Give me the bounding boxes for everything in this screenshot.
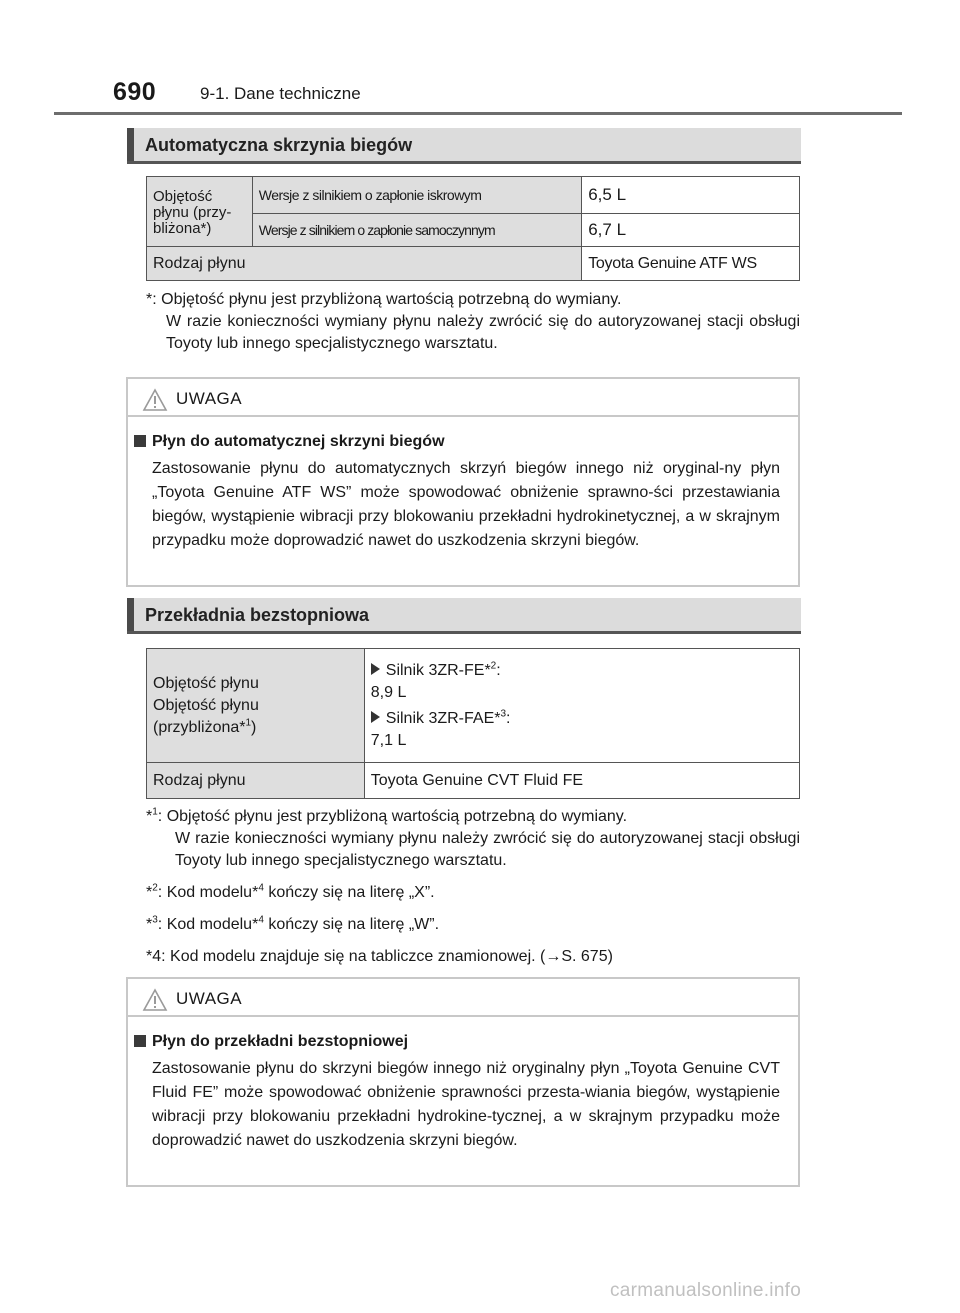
footnote-line: *4: Kod modelu znajduje się na tabliczce znamionowej. (→S. 675) xyxy=(146,948,613,965)
capacity-label-text: Objętość płynu (przybliżona* xyxy=(153,696,259,736)
engine-colon: : xyxy=(506,709,511,727)
capacity-label: Objętość płynu (przy-bliżona*) xyxy=(147,177,253,247)
footnote-automatic xyxy=(146,289,800,355)
engine-value: 7,1 L xyxy=(370,731,407,749)
warning-subtitle-text: Płyn do automatycznej skrzyni biegów xyxy=(152,433,445,450)
footnote-line: *: Objętość płynu jest przybliżoną wartością potrzebną do wymiany. xyxy=(146,291,622,308)
warning-header xyxy=(128,979,798,1017)
footnote-mark: 1 xyxy=(152,806,158,818)
footnote-star: * xyxy=(146,916,153,933)
section-title: Przekładnia bezstopniowa xyxy=(145,605,370,625)
footnote-mark: 1 xyxy=(245,717,252,729)
footnote-mark: 4 xyxy=(258,882,264,894)
footnote-text: kończy się na literę „W”. xyxy=(263,916,440,933)
section-title: Automatyczna skrzynia biegów xyxy=(145,135,413,155)
footnote-star: * xyxy=(146,808,153,825)
engine-row xyxy=(371,660,793,682)
capacity-label-close: ) xyxy=(251,718,257,736)
variant-label: Wersje z silnikiem o zapłonie samoczynnym xyxy=(252,214,581,247)
table-row xyxy=(147,649,800,763)
automatic-spec-table xyxy=(146,176,800,281)
section-heading-automatic xyxy=(127,128,801,164)
footnote-text: : Objętość płynu jest przybliżoną wartością potrzebną do wymiany. xyxy=(157,808,628,825)
triangle-bullet-icon xyxy=(371,663,380,675)
warning-body xyxy=(128,417,798,565)
fluid-type-label: Rodzaj płynu xyxy=(147,763,365,799)
warning-title: UWAGA xyxy=(176,989,243,1008)
footnote-line xyxy=(146,882,800,904)
table-row xyxy=(147,177,800,214)
footnote-text: : Kod modelu* xyxy=(157,916,259,933)
triangle-bullet-icon xyxy=(371,711,380,723)
section-heading-cvt xyxy=(127,598,801,634)
footnote-line xyxy=(146,914,800,936)
engine-colon: : xyxy=(496,661,501,679)
section-label: 9-1. Dane techniczne xyxy=(200,84,361,103)
warning-text: Zastosowanie płynu do skrzyni biegów innego niż oryginalny płyn „Toyota Genuine CVT Fluid FE” może spowodować obniżenie sprawności przesta-wiania biegów, wystąpienie wibracji przy blokowaniu przekładni hydrokine-tycznej, a w skrajnym przypadku może doprowadzić nawet do uszkodzenia skrzyni biegów. xyxy=(152,1060,780,1149)
footnotes-cvt xyxy=(146,806,800,968)
warning-triangle-icon xyxy=(142,388,168,412)
warning-body xyxy=(128,1017,798,1165)
footnote-mark: 4 xyxy=(258,914,264,926)
footnote-continuation: W razie konieczności wymiany płynu należy zwrócić się do autoryzowanej stacji obsługi Toyoty lub innego specjalistycznego warsztatu. xyxy=(175,830,800,869)
header-rule xyxy=(54,112,902,115)
capacity-values xyxy=(364,649,799,763)
engine-row xyxy=(371,708,793,730)
engine-name: Silnik 3ZR-FE* xyxy=(385,661,491,679)
warning-subtitle-text: Płyn do przekładni bezstopniowej xyxy=(152,1033,409,1050)
footnote-line xyxy=(146,806,800,828)
page-number: 690 xyxy=(113,78,157,106)
warning-triangle-icon xyxy=(142,988,168,1012)
section-heading-bar xyxy=(127,128,134,161)
warning-subtitle xyxy=(134,1033,780,1051)
variant-label: Wersje z silnikiem o zapłonie iskrowym xyxy=(252,177,581,214)
engine-value: 8,9 L xyxy=(370,683,407,701)
fluid-type-value: Toyota Genuine ATF WS xyxy=(582,247,800,281)
footnote-mark: 2 xyxy=(490,660,497,672)
watermark: carmanualsonline.info xyxy=(610,1280,802,1301)
footnote-mark: 2 xyxy=(152,882,158,894)
warning-box-cvt xyxy=(126,977,800,1187)
square-bullet-icon xyxy=(134,435,146,447)
table-row xyxy=(147,763,800,799)
capacity-value: 6,5 L xyxy=(582,177,800,214)
engine-name: Silnik 3ZR-FAE* xyxy=(385,709,501,727)
page-header xyxy=(0,0,960,116)
footnote-text: kończy się na literę „X”. xyxy=(263,884,435,901)
warning-box-automatic xyxy=(126,377,800,587)
warning-text: Zastosowanie płynu do automatycznych skrzyń biegów innego niż oryginal-ny płyn „Toyota Genuine ATF WS” może spowodować obniżenie sprawno-ści przestawiania biegów, wystąpienie wibracji przy blokowaniu przekładni hydrokinetycznej, a w skrajnym przypadku może doprowadzić nawet do uszkodzenia skrzyni biegów. xyxy=(152,460,780,549)
footnote-star: * xyxy=(146,884,153,901)
footnote-text: : Kod modelu* xyxy=(157,884,259,901)
fluid-type-value: Toyota Genuine CVT Fluid FE xyxy=(364,763,799,799)
cvt-spec-table xyxy=(146,648,800,799)
footnote-mark: 3 xyxy=(500,708,507,720)
capacity-value: 6,7 L xyxy=(582,214,800,247)
warning-title: UWAGA xyxy=(176,389,243,408)
footnote-mark: 3 xyxy=(152,914,158,926)
warning-subtitle xyxy=(134,433,780,451)
section-heading-bar xyxy=(127,598,134,631)
fluid-type-label: Rodzaj płynu xyxy=(147,247,582,281)
warning-header xyxy=(128,379,798,417)
capacity-label: Objętość płynu Objętość płynu (przybliżona*$^1$) xyxy=(147,649,365,763)
footnote-continuation: W razie konieczności wymiany płynu należy zwrócić się do autoryzowanej stacji obsługi Toyoty lub innego specjalistycznego warsztatu. xyxy=(166,313,800,352)
table-row xyxy=(147,247,800,281)
square-bullet-icon xyxy=(134,1035,146,1047)
